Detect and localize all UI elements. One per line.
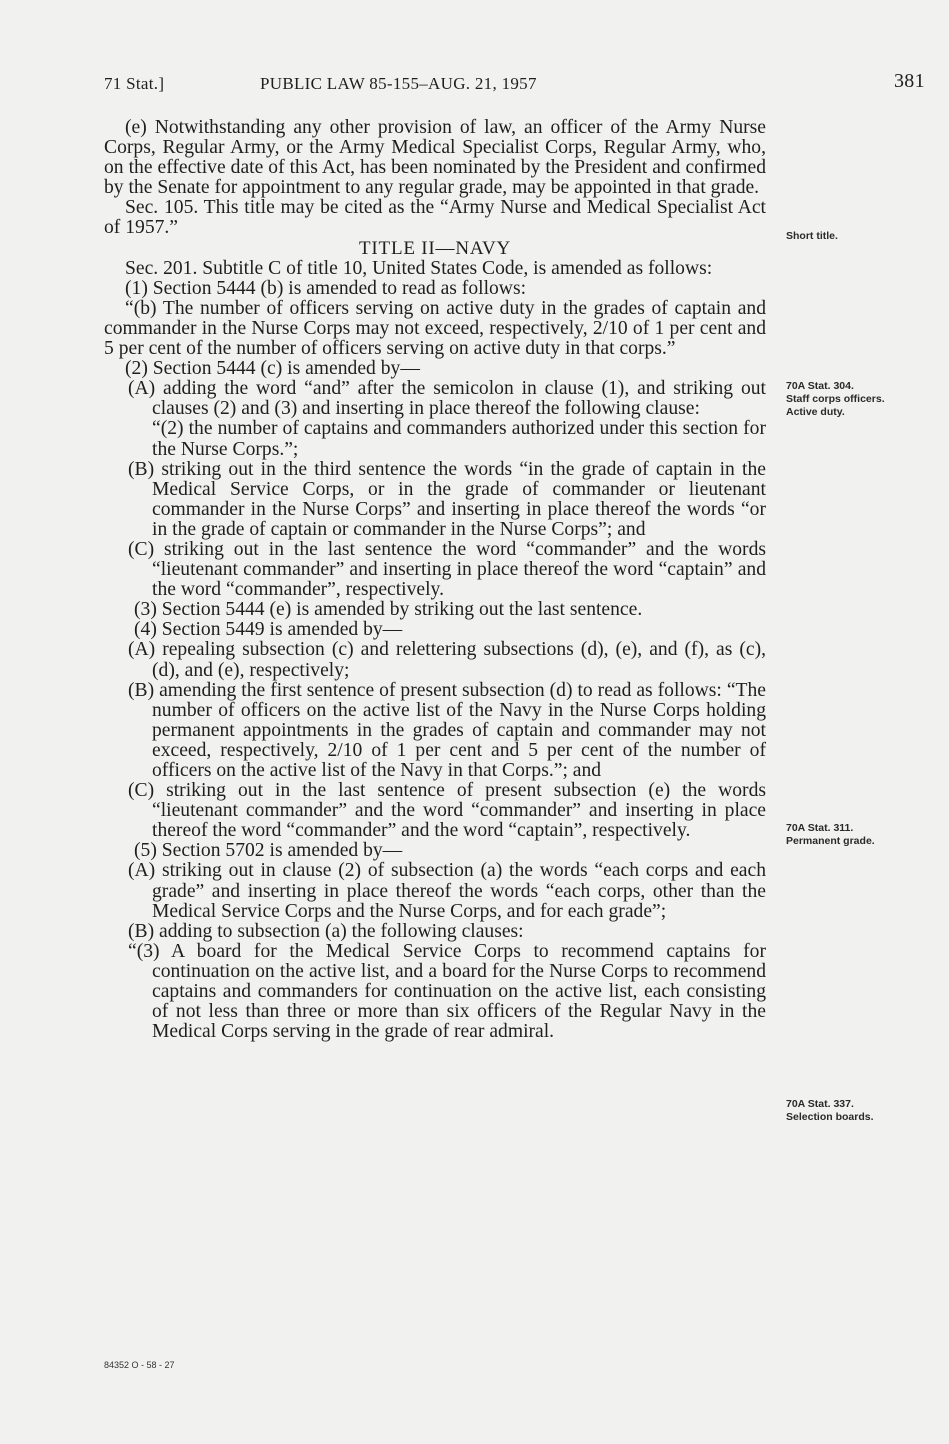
print-code: 84352 O - 58 - 27 (104, 1360, 175, 1370)
clause-5b: (B) adding to subsection (a) the following clauses: (128, 920, 524, 942)
clause-2: (2) Section 5444 (c) is amended by— (125, 358, 420, 380)
clause-2b: (B) striking out in the third sentence the words “in the grade of captain in the Medical Service Corps, or in the grade of commander or lieutenant commander in the Nurse Corps” and inserting in place thereof the words “or in the grade of captain or commander in the Nurse Corps”; and (128, 458, 766, 540)
margin-note-staff-corps (786, 380, 936, 419)
clause-4: (4) Section 5449 is amended by— (134, 619, 403, 641)
margin-note-permanent-grade (786, 822, 936, 848)
clause-4c: (C) striking out in the last sentence of present subsection (e) the words “lieutenant commander” and the word “commander” and inserting in place thereof the word “commander” and the word “captain”, respectively. (128, 780, 766, 842)
clause-2c: (C) striking out in the last sentence the word “commander” and the words “lieutenant commander” and inserting in place thereof the word “captain” and the word “commander”, respectively. (128, 538, 766, 601)
clause-2a: (A) adding the word “and” after the semicolon in clause (1), and striking out clauses (2) and (3) and inserting in place thereof the following clause: (128, 378, 766, 420)
clause-4a: (A) repealing subsection (c) and relettering subsections (d), (e), and (f), as (c), (d), and (e), respectively; (128, 639, 766, 681)
quoted-clause-3: “(3) A board for the Medical Service Corps to recommend captains for continuation on the active list, and a board for the Nurse Corps to recommend captains and commanders for continuation on the active list, each consisting of not less than three or more than six officers of the Regular Navy in the Medical Corps serving in the grade of rear admiral. (128, 940, 766, 1043)
margin-note-text: Staff corps officers. (786, 393, 885, 405)
paragraph-sec105: Sec. 105. This title may be cited as the “Army Nurse and Medical Specialist Act of 1957.” (104, 197, 766, 239)
clause-3: (3) Section 5444 (e) is amended by striking out the last sentence. (134, 599, 643, 621)
margin-note-text: Active duty. (786, 406, 845, 418)
header-citation: 71 Stat.] (104, 74, 165, 93)
page-number: 381 (894, 70, 925, 92)
header-title: PUBLIC LAW 85-155–AUG. 21, 1957 (260, 74, 537, 93)
margin-note-short-title (786, 230, 936, 243)
quoted-5444b: “(b) The number of officers serving on active duty in the grades of captain and commander in the Nurse Corps may not exceed, respectively, 2/10 of 1 per cent and 5 per cent of the number of officers serving on active duty in that corps.” (104, 297, 766, 360)
clause-5a: (A) striking out in clause (2) of subsection (a) the words “each corps and each grade” and inserting in place thereof the words “each corps, other than the Medical Service Corps and the Nurse Corps, and for each grade”; (128, 860, 766, 922)
margin-note-selection-boards (786, 1098, 936, 1124)
margin-note-text: Permanent grade. (786, 835, 875, 847)
quoted-clause-2: “(2) the number of captains and commanders authorized under this section for the Nurse Corps.”; (152, 418, 766, 460)
margin-note-citation: 70A Stat. 304. (786, 380, 854, 392)
margin-note-text: Selection boards. (786, 1111, 874, 1123)
title-ii-heading: TITLE II—NAVY (359, 237, 511, 259)
margin-note-citation: 70A Stat. 311. (786, 822, 854, 834)
clause-5: (5) Section 5702 is amended by— (134, 840, 403, 862)
paragraph-104e: (e) Notwithstanding any other provision of law, an officer of the Army Nurse Corps, Regular Army, or the Army Medical Specialist Corps, Regular Army, who, on the effective date of this Act, has been nominated by the President and confirmed by the Senate for appointment to any regular grade, may be appointed in that grade. (104, 117, 766, 199)
clause-1: (1) Section 5444 (b) is amended to read as follows: (125, 277, 527, 299)
margin-note-text: Short title. (786, 230, 838, 242)
document-body (104, 118, 766, 1042)
margin-note-citation: 70A Stat. 337. (786, 1098, 854, 1110)
paragraph-sec201: Sec. 201. Subtitle C of title 10, United States Code, is amended as follows: (125, 257, 713, 279)
clause-4b: (B) amending the first sentence of present subsection (d) to read as follows: “The number of officers on the active list of the Navy in the Nurse Corps holding permanent appointments in the grades of captain and commander may not exceed, respectively, 2/10 of 1 per cent and 5 per cent of the number of officers on the active list of the Navy in that Corps.”; and (128, 679, 766, 781)
